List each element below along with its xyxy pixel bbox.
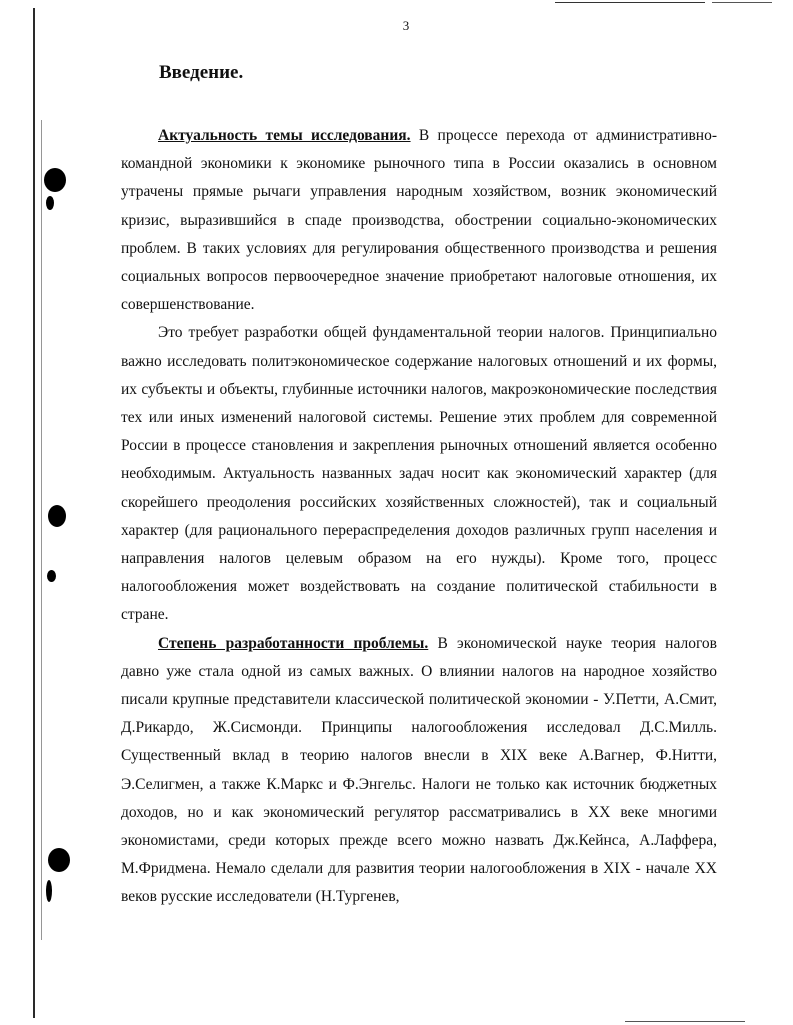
scan-binding-edge: [33, 8, 35, 1018]
paragraph-development: [121, 630, 717, 912]
scan-top-mark: [712, 2, 772, 3]
scan-binding-shadow: [41, 120, 42, 940]
paragraph-text: Это требует разработки общей фундаментальной теории налогов. Принципиально важно исследовать политэкономическое содержание налоговых отношений и их формы, их субъекты и объекты, глубинные источники налогов, макроэкономические последствия тех или иных изменений налоговой системы. Решение этих проблем для современной России в процессе становления и закрепления рыночных отношений является особенно необходимым. Актуальность названных задач носит как экономический характер (для скорейшего преодоления российских хозяйственных сложностей), так и социальный характер (для рационального перераспределения доходов различных групп населения и направления налогов целевым образом на его нужды). Кроме того, процесс налогообложения может воздействовать на создание политической стабильности в стране.: [121, 324, 717, 624]
paragraph-text: В процессе перехода от административно-командной экономики к экономике рыночного типа в России оказались в основном утрачены прямые рычаги управления народным хозяйством, возник экономический кризис, выразившийся в спаде производства, обострении социально-экономических проблем. В таких условиях для регулирования общественного производства и решения социальных вопросов первоочередное значение приобретают налоговые отношения, их совершенствование.: [121, 127, 718, 314]
page-number: 3: [402, 18, 410, 33]
paragraph-relevance: [121, 122, 717, 319]
punch-hole: [46, 196, 54, 210]
punch-hole: [48, 848, 70, 872]
punch-hole: [48, 505, 66, 527]
paragraph-text: В экономической науке теория налогов давно уже стала одной из самых важных. О влиянии налогов на народное хозяйство писали крупные представители классической политической экономии - У.Петти, А.Смит, Д.Рикардо, Ж.Сисмонди. Принципы налогообложения исследовал Д.С.Милль. Существенный вклад в теорию налогов внесли в XIX веке А.Вагнер, Ф.Нитти, Э.Селигмен, а также К.Маркс и Ф.Энгельс. Налоги не только как источник бюджетных доходов, но и как экономический регулятор рассматривались в XX веке многими экономистами, среди которых прежде всего можно назвать Дж.Кейнса, А.Лаффера, М.Фридмена. Немало сделали для развития теории налогообложения в XIX - начале XX веков русские исследователи (Н.Тургенев,: [121, 634, 717, 906]
section-label-relevance: Актуальность темы исследования.: [158, 127, 411, 144]
scan-bottom-mark: [625, 1021, 745, 1022]
section-label-development: Степень разработанности проблемы.: [158, 634, 429, 652]
body-text: [121, 122, 717, 912]
scan-top-mark: [555, 2, 705, 3]
punch-hole: [47, 570, 56, 582]
page-title: Введение.: [159, 62, 244, 83]
punch-hole: [44, 168, 66, 192]
punch-hole: [46, 880, 52, 902]
paragraph-theory: [121, 319, 717, 629]
